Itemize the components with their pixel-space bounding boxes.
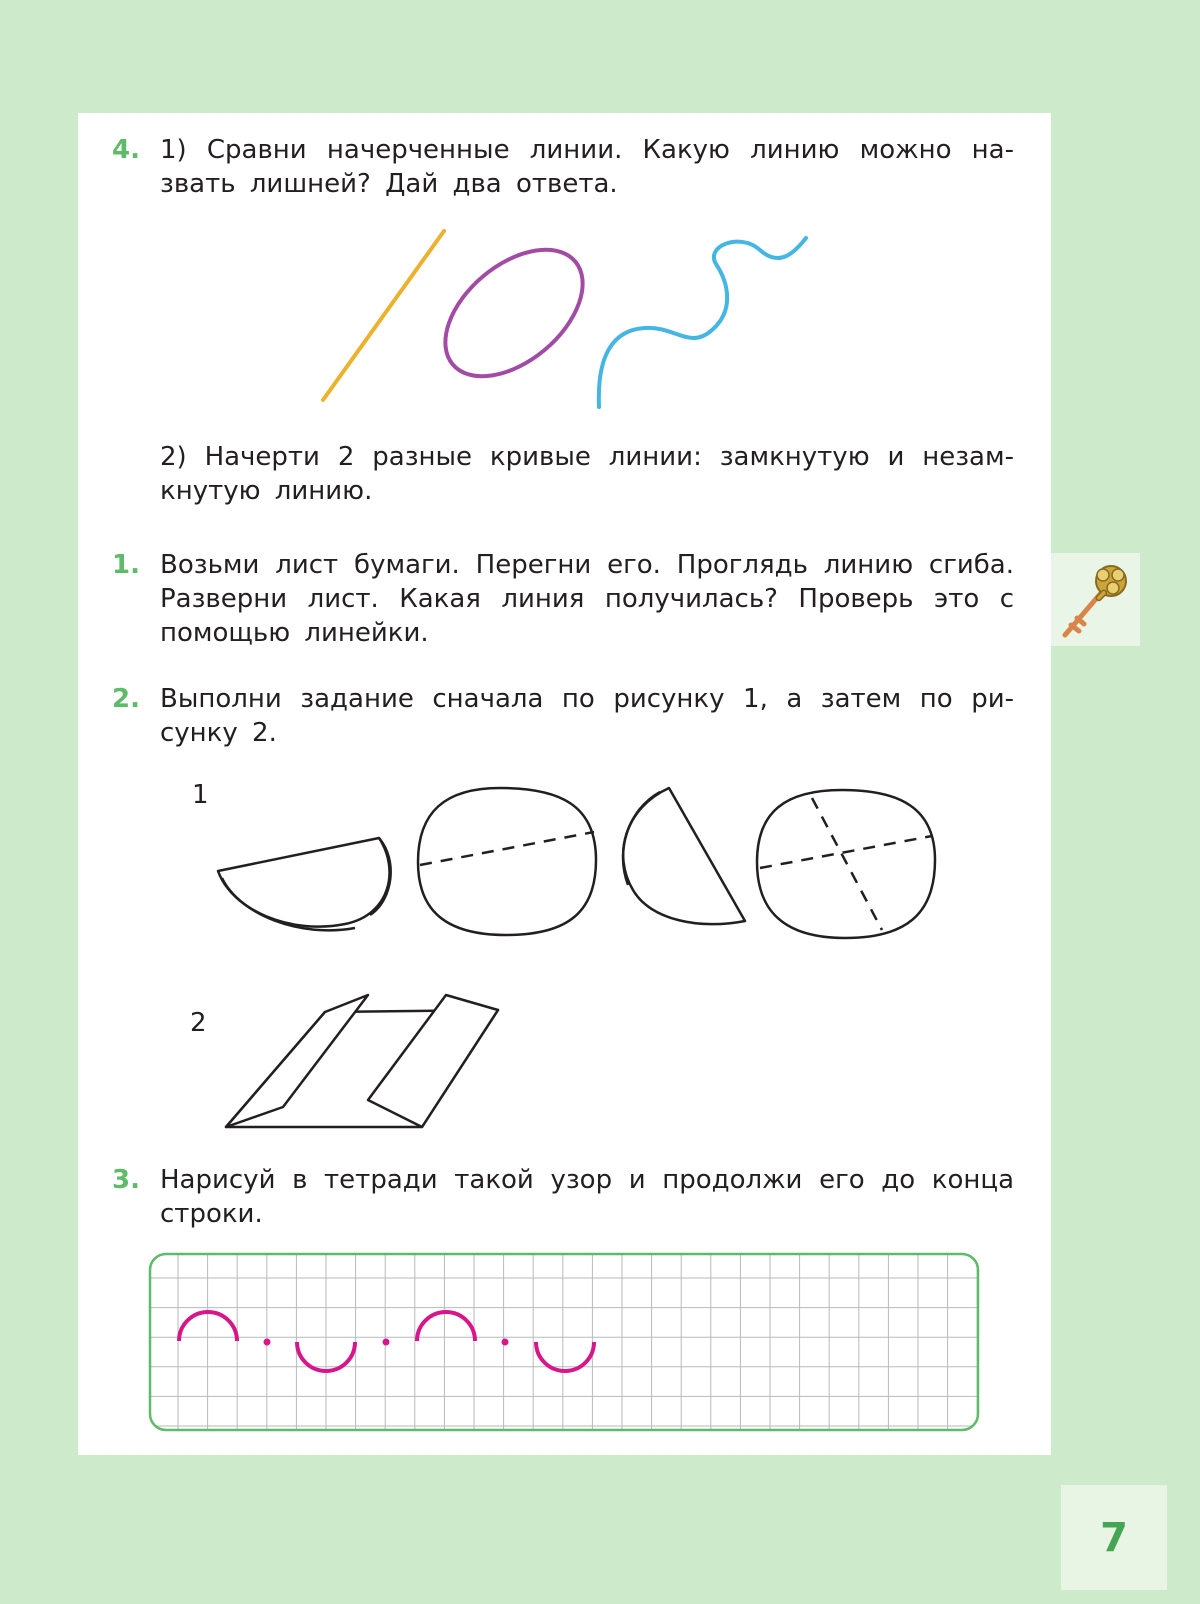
task-2-number: 2. (112, 684, 140, 714)
pattern-dot-1 (264, 1339, 271, 1346)
grid-lines (150, 1254, 978, 1430)
figure-1-label: 1 (192, 780, 209, 810)
task-4-part1-line-1: 1) Сравни начерченные линии. Какую линию можно на- (160, 135, 1014, 165)
pattern-dot-2 (383, 1339, 390, 1346)
pattern (179, 1312, 594, 1371)
task-1-number: 1. (112, 550, 140, 580)
task-4-part1-line-2: звать лишней? Дай два ответа. (160, 169, 618, 199)
grid-border (150, 1254, 978, 1430)
pattern-arch-2 (417, 1312, 475, 1341)
figure-2-label: 2 (190, 1008, 207, 1038)
page-number: 7 (1100, 1514, 1128, 1561)
task-1-line-2: Разверни лист. Какая линия получилась? Проверь это с (160, 584, 1014, 614)
task-3-line-1: Нарисуй в тетради такой узор и продолжи его до конца (160, 1165, 1014, 1195)
task-3-line-2: строки. (160, 1199, 263, 1229)
task-4-number: 4. (112, 135, 140, 165)
task-3-number: 3. (112, 1165, 140, 1195)
task-2-line-1: Выполни задание сначала по рисунку 1, а затем по ри- (160, 684, 1014, 714)
task-4-part2-line-2: кнутую линию. (160, 476, 373, 506)
task-4-part2-line-1: 2) Начерти 2 разные кривые линии: замкнутую и незам- (160, 442, 1014, 472)
task-2-line-2: сунку 2. (160, 718, 277, 748)
task-1-line-3: помощью линейки. (160, 618, 429, 648)
task-1-line-1: Возьми лист бумаги. Перегни его. Проглядь линию сгиба. (160, 550, 1014, 580)
pattern-dot-3 (502, 1339, 509, 1346)
page-number-tab (1061, 1485, 1167, 1590)
